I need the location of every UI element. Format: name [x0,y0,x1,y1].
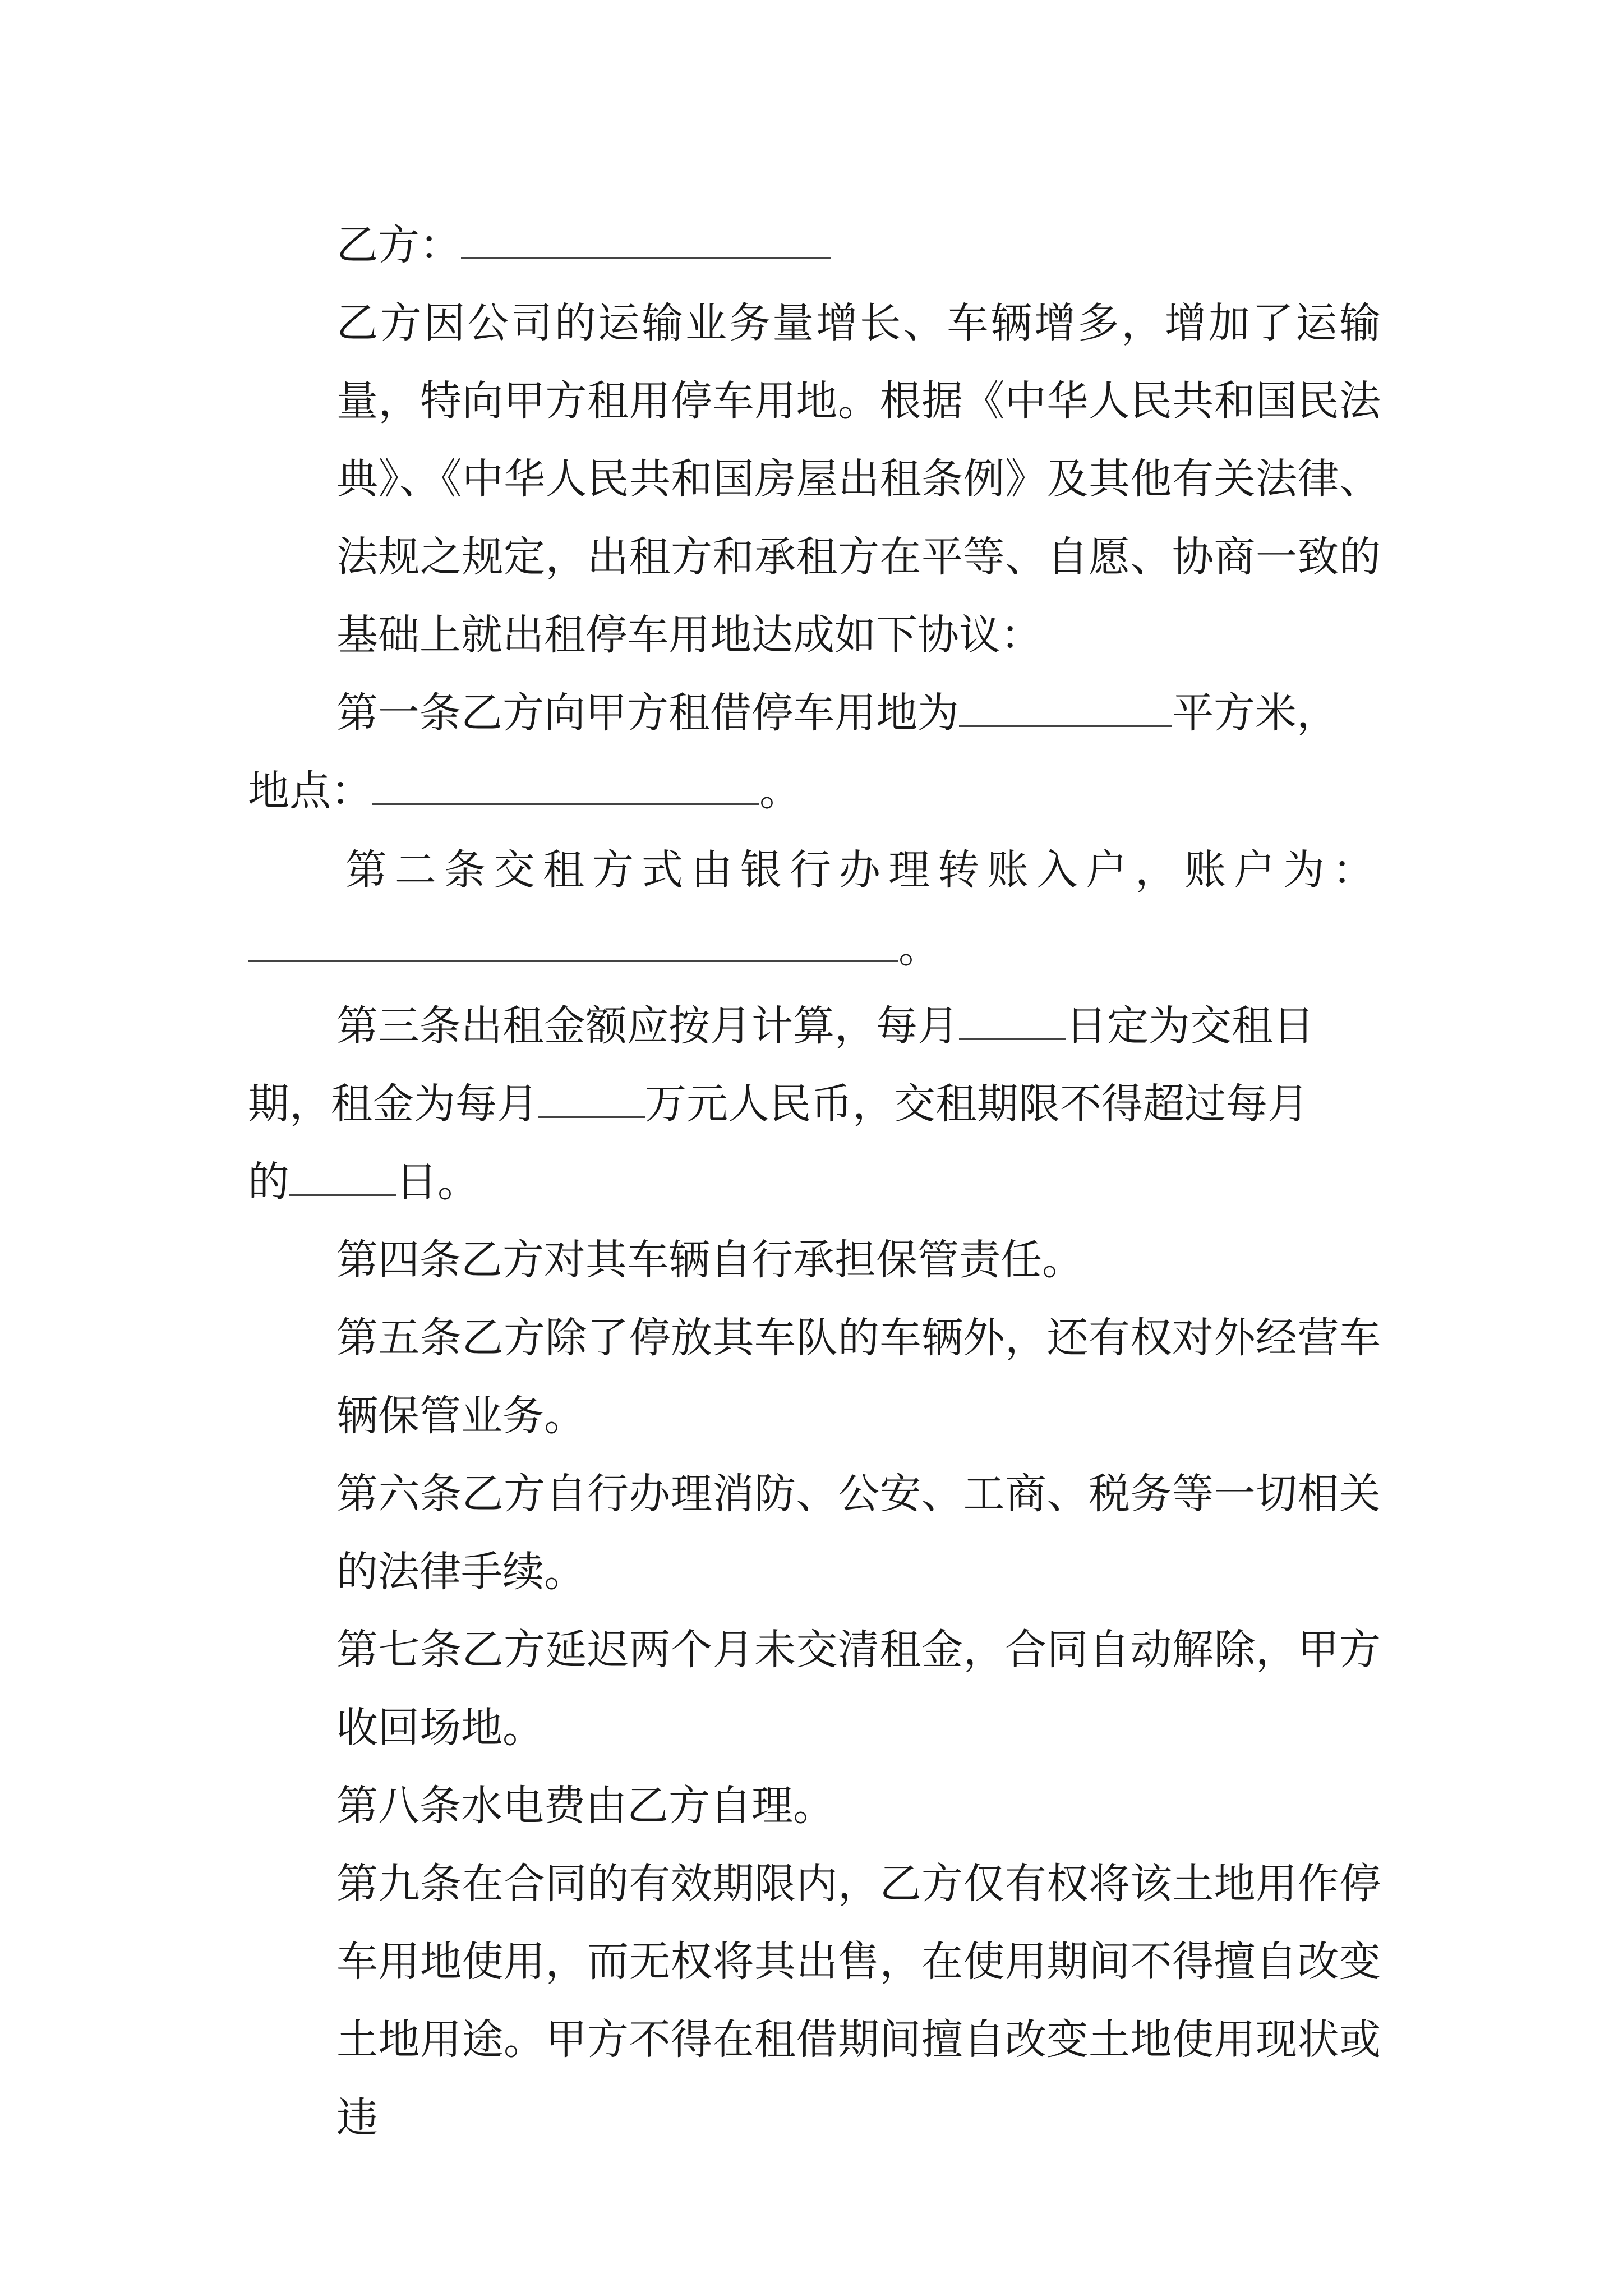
article-3-text: 第三条出租金额应按月计算，每月 [336,1002,959,1050]
deadline-blank[interactable] [289,1161,396,1196]
article-2-end: 。 [898,924,940,972]
article-1-line-2 [248,752,1381,830]
location-label: 地点： [248,767,372,815]
article-7: 第七条乙方延迟两个月未交清租金，合同自动解除，甲方收回场地。 [336,1626,1381,1752]
party-b-label: 乙方： [336,221,461,269]
article-9: 第九条在合同的有效期限内，乙方仅有权将该土地用作停车用地使用，而无权将其出售，在使用期间不得擅自改变土地用途。甲方不得在租借期间擅自改变土地使用现状或违 [336,1860,1381,2142]
article-3-end: 日。 [396,1158,479,1206]
article-1-end: 。 [759,767,801,815]
party-b-blank[interactable] [461,224,831,259]
article-3-line-3 [248,1143,1381,1221]
article-4: 第四条乙方对其车辆自行承担保管责任。 [336,1236,1083,1284]
rent-label: 期，租金为每月 [248,1080,538,1128]
document-body [248,206,1381,2157]
article-3-text-2: 日定为交租日 [1066,1002,1315,1050]
deadline-label: 的 [248,1158,289,1206]
area-blank[interactable] [959,692,1172,727]
article-2-line-1: 第二条交租方式由银行办理转账入户，账户为： [345,846,1382,894]
article-8: 第八条水电费由乙方自理。 [336,1782,834,1830]
party-b-line [248,206,1381,284]
area-unit: 平方米， [1172,689,1338,737]
pay-day-blank[interactable] [959,1005,1066,1040]
article-2-line-2 [248,909,1381,987]
article-1-text: 第一条乙方向甲方租借停车用地为 [336,689,959,737]
rent-unit: 万元人民币，交租期限不得超过每月 [645,1080,1309,1128]
article-6: 第六条乙方自行办理消防、公安、工商、税务等一切相关的法律手续。 [336,1470,1381,1596]
article-1-line-1 [248,674,1381,752]
article-3-line-2 [248,1065,1381,1143]
account-blank[interactable] [248,927,898,962]
article-5: 第五条乙方除了停放其车队的车辆外，还有权对外经营车辆保管业务。 [336,1314,1381,1440]
rent-amount-blank[interactable] [538,1083,645,1118]
location-blank[interactable] [372,770,759,805]
intro-paragraph: 乙方因公司的运输业务量增长、车辆增多，增加了运输量，特向甲方租用停车用地。根据《中华人民共和国民法典》、《中华人民共和国房屋出租条例》及其他有关法律、法规之规定，出租方和承租方在平等、自愿、协商一致的基础上就出租停车用地达成如下协议： [336,299,1381,659]
article-3-line-1 [248,987,1381,1065]
